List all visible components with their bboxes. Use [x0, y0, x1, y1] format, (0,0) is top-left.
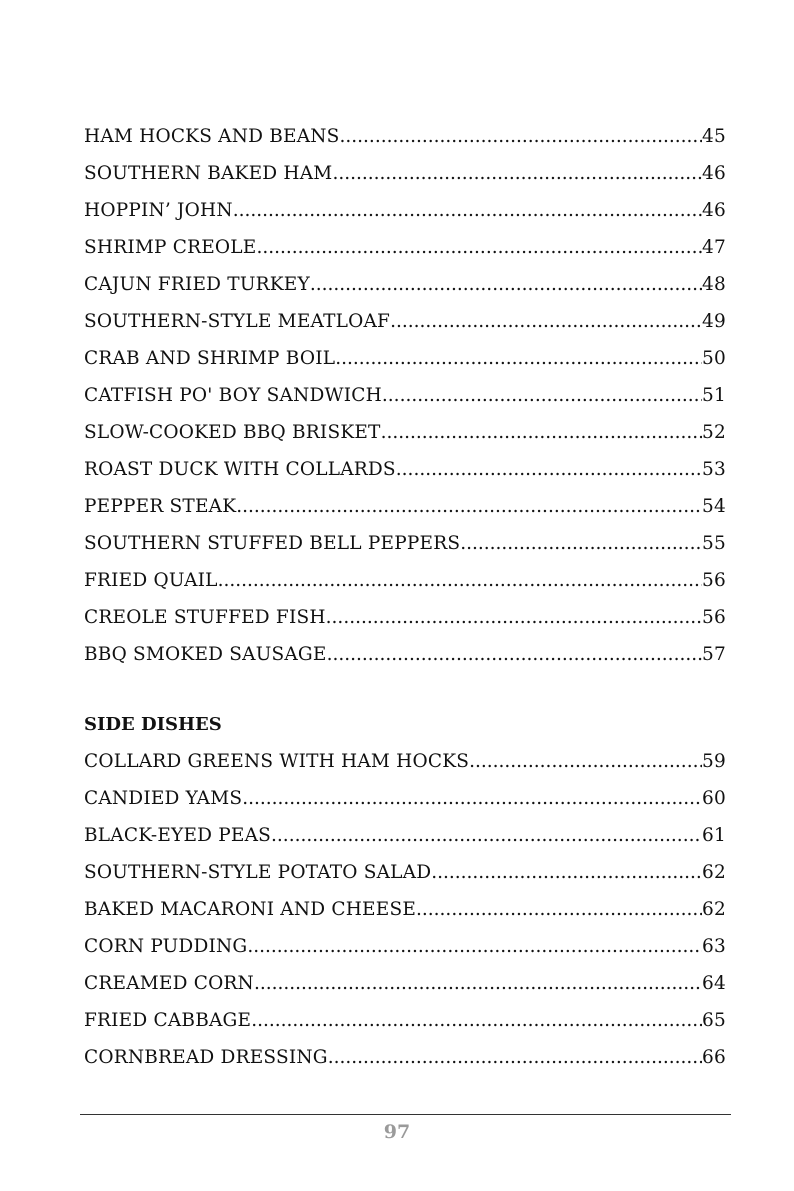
entry-title: BBQ SMOKED SAUSAGE	[84, 644, 327, 665]
toc-entry	[84, 303, 726, 340]
dot-leader	[326, 599, 702, 636]
toc-entry	[84, 891, 726, 928]
dot-leader	[254, 965, 702, 1002]
entry-page: 61	[702, 825, 726, 846]
toc-entry	[84, 636, 726, 673]
entry-page: 56	[702, 570, 726, 591]
entry-page: 65	[702, 1010, 726, 1031]
toc-entry	[84, 780, 726, 817]
footer-divider	[80, 1114, 731, 1115]
entry-page: 60	[702, 788, 726, 809]
entry-title: CATFISH PO' BOY SANDWICH	[84, 385, 382, 406]
toc-entry	[84, 118, 726, 155]
dot-leader	[416, 891, 702, 928]
dot-leader	[310, 266, 702, 303]
toc-entry	[84, 1039, 726, 1076]
toc-entry	[84, 229, 726, 266]
entry-title: SOUTHERN STUFFED BELL PEPPERS	[84, 533, 461, 554]
entry-page: 49	[702, 311, 726, 332]
toc-entry	[84, 192, 726, 229]
dot-leader	[381, 414, 702, 451]
entry-page: 62	[702, 899, 726, 920]
toc-entry	[84, 155, 726, 192]
entry-page: 46	[702, 163, 726, 184]
toc-entry	[84, 817, 726, 854]
entry-title: SOUTHERN-STYLE POTATO SALAD	[84, 862, 432, 883]
entry-title: PEPPER STEAK	[84, 496, 237, 517]
entry-title: CORN PUDDING	[84, 936, 248, 957]
entry-page: 63	[702, 936, 726, 957]
dot-leader	[218, 562, 702, 599]
dot-leader	[247, 928, 702, 965]
entry-title: BLACK-EYED PEAS	[84, 825, 272, 846]
dot-leader	[327, 636, 702, 673]
dot-leader	[382, 377, 702, 414]
entry-title: SOUTHERN-STYLE MEATLOAF	[84, 311, 391, 332]
toc-entry	[84, 965, 726, 1002]
entry-page: 48	[702, 274, 726, 295]
entry-title: CRAB AND SHRIMP BOIL	[84, 348, 336, 369]
dot-leader	[335, 340, 702, 377]
toc-entry	[84, 340, 726, 377]
entry-page: 56	[702, 607, 726, 628]
entry-page: 66	[702, 1047, 726, 1068]
toc-entry	[84, 488, 726, 525]
toc-entry	[84, 743, 726, 780]
dot-leader	[256, 229, 702, 266]
entry-title: ROAST DUCK WITH COLLARDS	[84, 459, 396, 480]
entry-title: CREAMED CORN	[84, 973, 254, 994]
toc-entry	[84, 377, 726, 414]
table-of-contents	[84, 118, 726, 1076]
dot-leader	[460, 525, 702, 562]
toc-entry	[84, 1002, 726, 1039]
entry-title: CREOLE STUFFED FISH	[84, 607, 326, 628]
dot-leader	[431, 854, 702, 891]
entry-page: 47	[702, 237, 726, 258]
toc-entry	[84, 266, 726, 303]
entry-title: CORNBREAD DRESSING	[84, 1047, 328, 1068]
entry-page: 57	[702, 644, 726, 665]
entry-page: 52	[702, 422, 726, 443]
dot-leader	[236, 488, 702, 525]
dot-leader	[390, 303, 702, 340]
entry-page: 45	[702, 126, 726, 147]
entry-title: CAJUN FRIED TURKEY	[84, 274, 310, 295]
toc-entry	[84, 414, 726, 451]
entry-title: FRIED CABBAGE	[84, 1010, 252, 1031]
toc-entry	[84, 854, 726, 891]
entry-title: BAKED MACARONI AND CHEESE	[84, 899, 417, 920]
entry-title: HOPPIN’ JOHN	[84, 200, 233, 221]
entry-page: 51	[702, 385, 726, 406]
entry-page: 46	[702, 200, 726, 221]
entry-title: SOUTHERN BAKED HAM	[84, 163, 333, 184]
dot-leader	[328, 1039, 702, 1076]
entry-page: 54	[702, 496, 726, 517]
toc-side-dishes-list	[84, 743, 726, 1076]
page-number: 97	[383, 1121, 411, 1143]
dot-leader	[396, 451, 702, 488]
entry-title: HAM HOCKS AND BEANS	[84, 126, 340, 147]
dot-leader	[233, 192, 702, 229]
entry-title: CANDIED YAMS	[84, 788, 243, 809]
dot-leader	[340, 118, 703, 155]
toc-entry	[84, 599, 726, 636]
dot-leader	[242, 780, 702, 817]
toc-entry	[84, 562, 726, 599]
entry-page: 53	[702, 459, 726, 480]
section-heading-side-dishes: SIDE DISHES	[84, 714, 222, 735]
entry-page: 59	[702, 751, 726, 772]
entry-page: 55	[702, 533, 726, 554]
entry-page: 62	[702, 862, 726, 883]
toc-entry	[84, 928, 726, 965]
dot-leader	[332, 155, 702, 192]
entry-title: SLOW-COOKED BBQ BRISKET	[84, 422, 381, 443]
entry-page: 50	[702, 348, 726, 369]
toc-main-list	[84, 118, 726, 673]
entry-page: 64	[702, 973, 726, 994]
toc-entry	[84, 451, 726, 488]
dot-leader	[251, 1002, 702, 1039]
entry-title: COLLARD GREENS WITH HAM HOCKS	[84, 751, 470, 772]
toc-entry	[84, 525, 726, 562]
dot-leader	[271, 817, 702, 854]
dot-leader	[469, 743, 702, 780]
entry-title: SHRIMP CREOLE	[84, 237, 257, 258]
entry-title: FRIED QUAIL	[84, 570, 218, 591]
